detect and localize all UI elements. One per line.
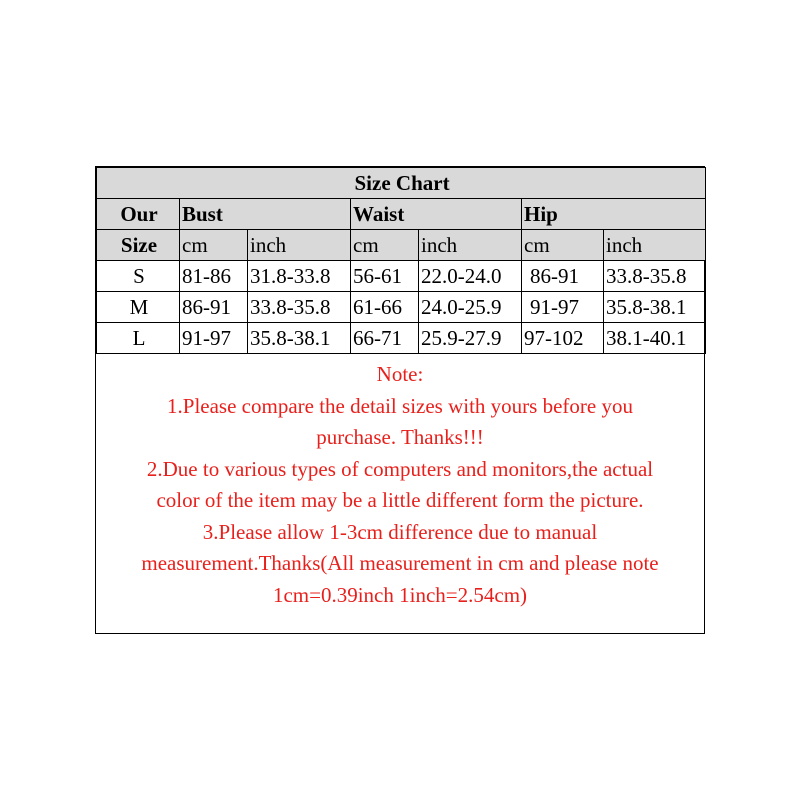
value-cell: 86-91 <box>522 261 604 292</box>
unit-header: cm <box>522 230 604 261</box>
value-cell: 38.1-40.1 <box>604 323 706 354</box>
unit-header: inch <box>419 230 522 261</box>
table-row <box>97 292 706 323</box>
hip-header: Hip <box>522 199 706 230</box>
value-cell: 22.0-24.0 <box>419 261 522 292</box>
value-cell: 61-66 <box>351 292 419 323</box>
note-line: 1.Please compare the detail sizes with yours before you <box>167 393 633 418</box>
note-line: color of the item may be a little different form the picture. <box>156 488 644 512</box>
value-cell: 91-97 <box>180 323 248 354</box>
note-line: 2.Due to various types of computers and monitors,the actual <box>146 456 654 481</box>
value-cell: 56-61 <box>351 261 419 292</box>
value-cell: 25.9-27.9 <box>419 323 522 354</box>
value-cell: 33.8-35.8 <box>248 292 351 323</box>
value-cell: 81-86 <box>180 261 248 292</box>
size-table <box>96 167 706 354</box>
value-cell: 97-102 <box>522 323 604 354</box>
value-cell: 35.8-38.1 <box>248 323 351 354</box>
value-cell: 91-97 <box>522 292 604 323</box>
chart-title: Size Chart <box>97 168 706 199</box>
unit-header: cm <box>351 230 419 261</box>
note-heading: Note: <box>376 362 424 386</box>
size-chart <box>95 166 705 634</box>
note-line: 3.Please allow 1-3cm difference due to manual <box>202 519 598 544</box>
note-line: 1cm=0.39inch 1inch=2.54cm) <box>272 582 528 607</box>
value-cell: 35.8-38.1 <box>604 292 706 323</box>
value-cell: 66-71 <box>351 323 419 354</box>
value-cell: 24.0-25.9 <box>419 292 522 323</box>
unit-header: inch <box>604 230 706 261</box>
size-header-bottom: Size <box>97 230 180 261</box>
bust-header: Bust <box>180 199 351 230</box>
size-cell: L <box>97 323 180 354</box>
size-cell: M <box>97 292 180 323</box>
unit-header: cm <box>180 230 248 261</box>
note-line: purchase. Thanks!!! <box>316 425 484 449</box>
header-row-units <box>97 230 706 261</box>
note-line: measurement.Thanks(All measurement in cm and please note <box>141 551 659 575</box>
size-header-top: Our <box>97 199 180 230</box>
waist-header: Waist <box>351 199 522 230</box>
table-row <box>97 261 706 292</box>
unit-header: inch <box>248 230 351 261</box>
note-block <box>96 354 704 611</box>
table-row <box>97 323 706 354</box>
size-cell: S <box>97 261 180 292</box>
title-row <box>97 168 706 199</box>
value-cell: 31.8-33.8 <box>248 261 351 292</box>
value-cell: 33.8-35.8 <box>604 261 706 292</box>
value-cell: 86-91 <box>180 292 248 323</box>
header-row-groups <box>97 199 706 230</box>
